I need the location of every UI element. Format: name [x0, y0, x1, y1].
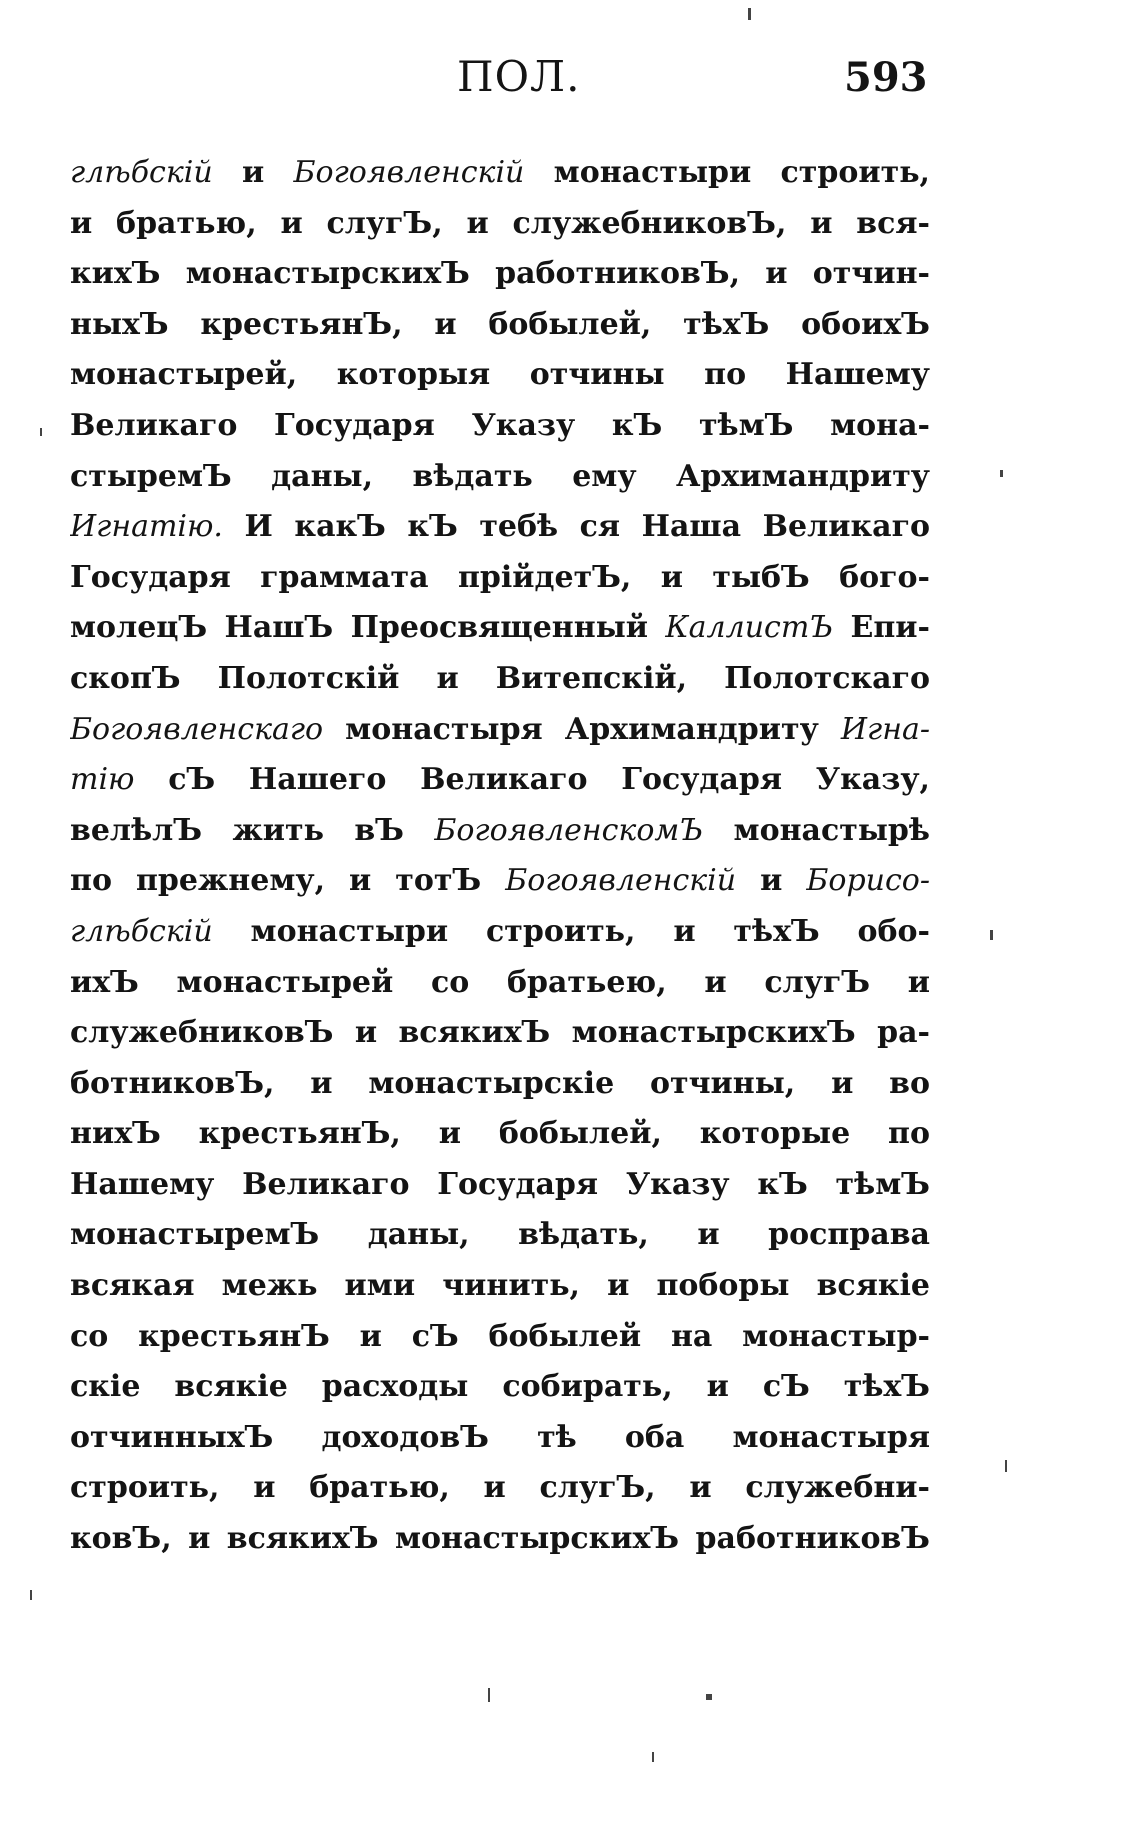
italic-proper-name: Богоявленскій	[505, 863, 737, 899]
italic-proper-name: Богоявленскій	[293, 155, 525, 190]
text-line	[70, 1059, 930, 1110]
text-line	[70, 553, 930, 604]
text-line	[70, 1160, 930, 1211]
text-segment: скіе всякіе расходы собирать, и сЪ тѣхЪ	[70, 1369, 930, 1405]
text-line	[70, 401, 930, 452]
text-line	[70, 705, 930, 756]
text-line	[70, 1109, 930, 1160]
text-segment: монастыря Архимандриту	[323, 711, 841, 747]
running-head	[0, 52, 1140, 122]
text-segment: ковЪ, и всякихЪ монастырскихЪ работниковЪ	[70, 1521, 930, 1557]
italic-proper-name: КаллистЪ	[665, 610, 834, 646]
text-line	[70, 452, 930, 503]
text-segment: скопЪ Полотскій и Витепскій, Полотскаго	[70, 660, 930, 696]
text-segment: нихЪ крестьянЪ, и бобылей, которые по	[70, 1116, 930, 1152]
text-line	[70, 1362, 930, 1413]
text-segment: со крестьянЪ и сЪ бобылей на монастыр-	[70, 1318, 930, 1354]
text-segment: молецЪ НашЪ Преосвященный	[70, 610, 666, 646]
body-text	[70, 148, 930, 1565]
text-segment: монастыри строить,	[524, 155, 930, 190]
text-segment: служебниковЪ и всякихЪ монастырскихЪ ра-	[70, 1015, 930, 1051]
text-segment: Государя граммата прійдетЪ, и тыбЪ бого-	[70, 559, 930, 595]
text-line	[70, 806, 930, 857]
text-line	[70, 1261, 930, 1312]
text-line	[70, 603, 930, 654]
italic-proper-name: Игна-	[840, 711, 930, 747]
text-line	[70, 502, 930, 553]
text-segment: ботниковЪ, и монастырскіе отчины, и во	[70, 1065, 930, 1101]
text-segment: по прежнему, и тотЪ	[70, 863, 506, 899]
text-line	[70, 1312, 930, 1363]
italic-proper-name: Богоявленскаго	[70, 711, 324, 747]
text-line	[70, 1514, 930, 1565]
text-segment: и	[736, 863, 807, 899]
text-line	[70, 755, 930, 806]
text-segment: и	[212, 155, 294, 190]
text-segment: монастырѣ	[703, 812, 930, 848]
text-segment: Великаго Государя Указу кЪ тѣмЪ мона-	[70, 407, 930, 443]
text-line	[70, 148, 930, 199]
text-segment: стыремЪ даны, вѣдать ему Архимандриту	[70, 458, 930, 494]
text-segment: ихЪ монастырей со братьею, и слугЪ и	[70, 964, 930, 1000]
italic-proper-name: Игнатію.	[70, 509, 223, 545]
text-segment: Епи-	[833, 610, 930, 646]
text-segment: строить, и братью, и слугЪ, и служебни-	[70, 1470, 930, 1506]
text-segment: кихЪ монастырскихЪ работниковЪ, и отчин-	[70, 256, 930, 292]
italic-proper-name: глѣбскій	[70, 913, 213, 949]
text-line	[70, 350, 930, 401]
text-line	[70, 654, 930, 705]
italic-proper-name: Борисо-	[806, 863, 930, 899]
text-line	[70, 249, 930, 300]
text-line	[70, 1413, 930, 1464]
text-segment: Нашему Великаго Государя Указу кЪ тѣмЪ	[70, 1166, 930, 1202]
italic-proper-name: БогоявленскомЪ	[434, 812, 704, 848]
text-line	[70, 1210, 930, 1261]
text-segment: и братью, и слугЪ, и служебниковЪ, и вся-	[70, 205, 930, 241]
text-line	[70, 856, 930, 907]
text-line	[70, 958, 930, 1009]
text-segment: И какЪ кЪ тебѣ ся Наша Великаго	[222, 509, 930, 545]
text-line	[70, 1463, 930, 1514]
text-segment: сЪ Нашего Великаго Государя Указу,	[134, 762, 930, 798]
text-segment: отчинныхЪ доходовЪ тѣ оба монастыря	[70, 1419, 930, 1455]
text-line	[70, 1008, 930, 1059]
running-head-title: ПОЛ.	[457, 52, 581, 101]
text-segment: всякая межь ими чинить, и поборы всякіе	[70, 1268, 930, 1304]
text-segment: монастырей, которыя отчины по Нашему	[70, 357, 930, 393]
text-line	[70, 199, 930, 250]
text-segment: велѣлЪ жить вЪ	[70, 812, 435, 848]
text-segment: ныхЪ крестьянЪ, и бобылей, тѣхЪ обоихЪ	[70, 306, 930, 342]
text-line	[70, 907, 930, 958]
page-number: 593	[844, 54, 928, 101]
text-segment: монастыри строить, и тѣхЪ обо-	[212, 913, 930, 949]
italic-proper-name: глѣбскій	[70, 155, 213, 190]
text-segment: монастыремЪ даны, вѣдать, и росправа	[70, 1217, 930, 1253]
italic-proper-name: тію	[70, 762, 135, 798]
text-line	[70, 300, 930, 351]
